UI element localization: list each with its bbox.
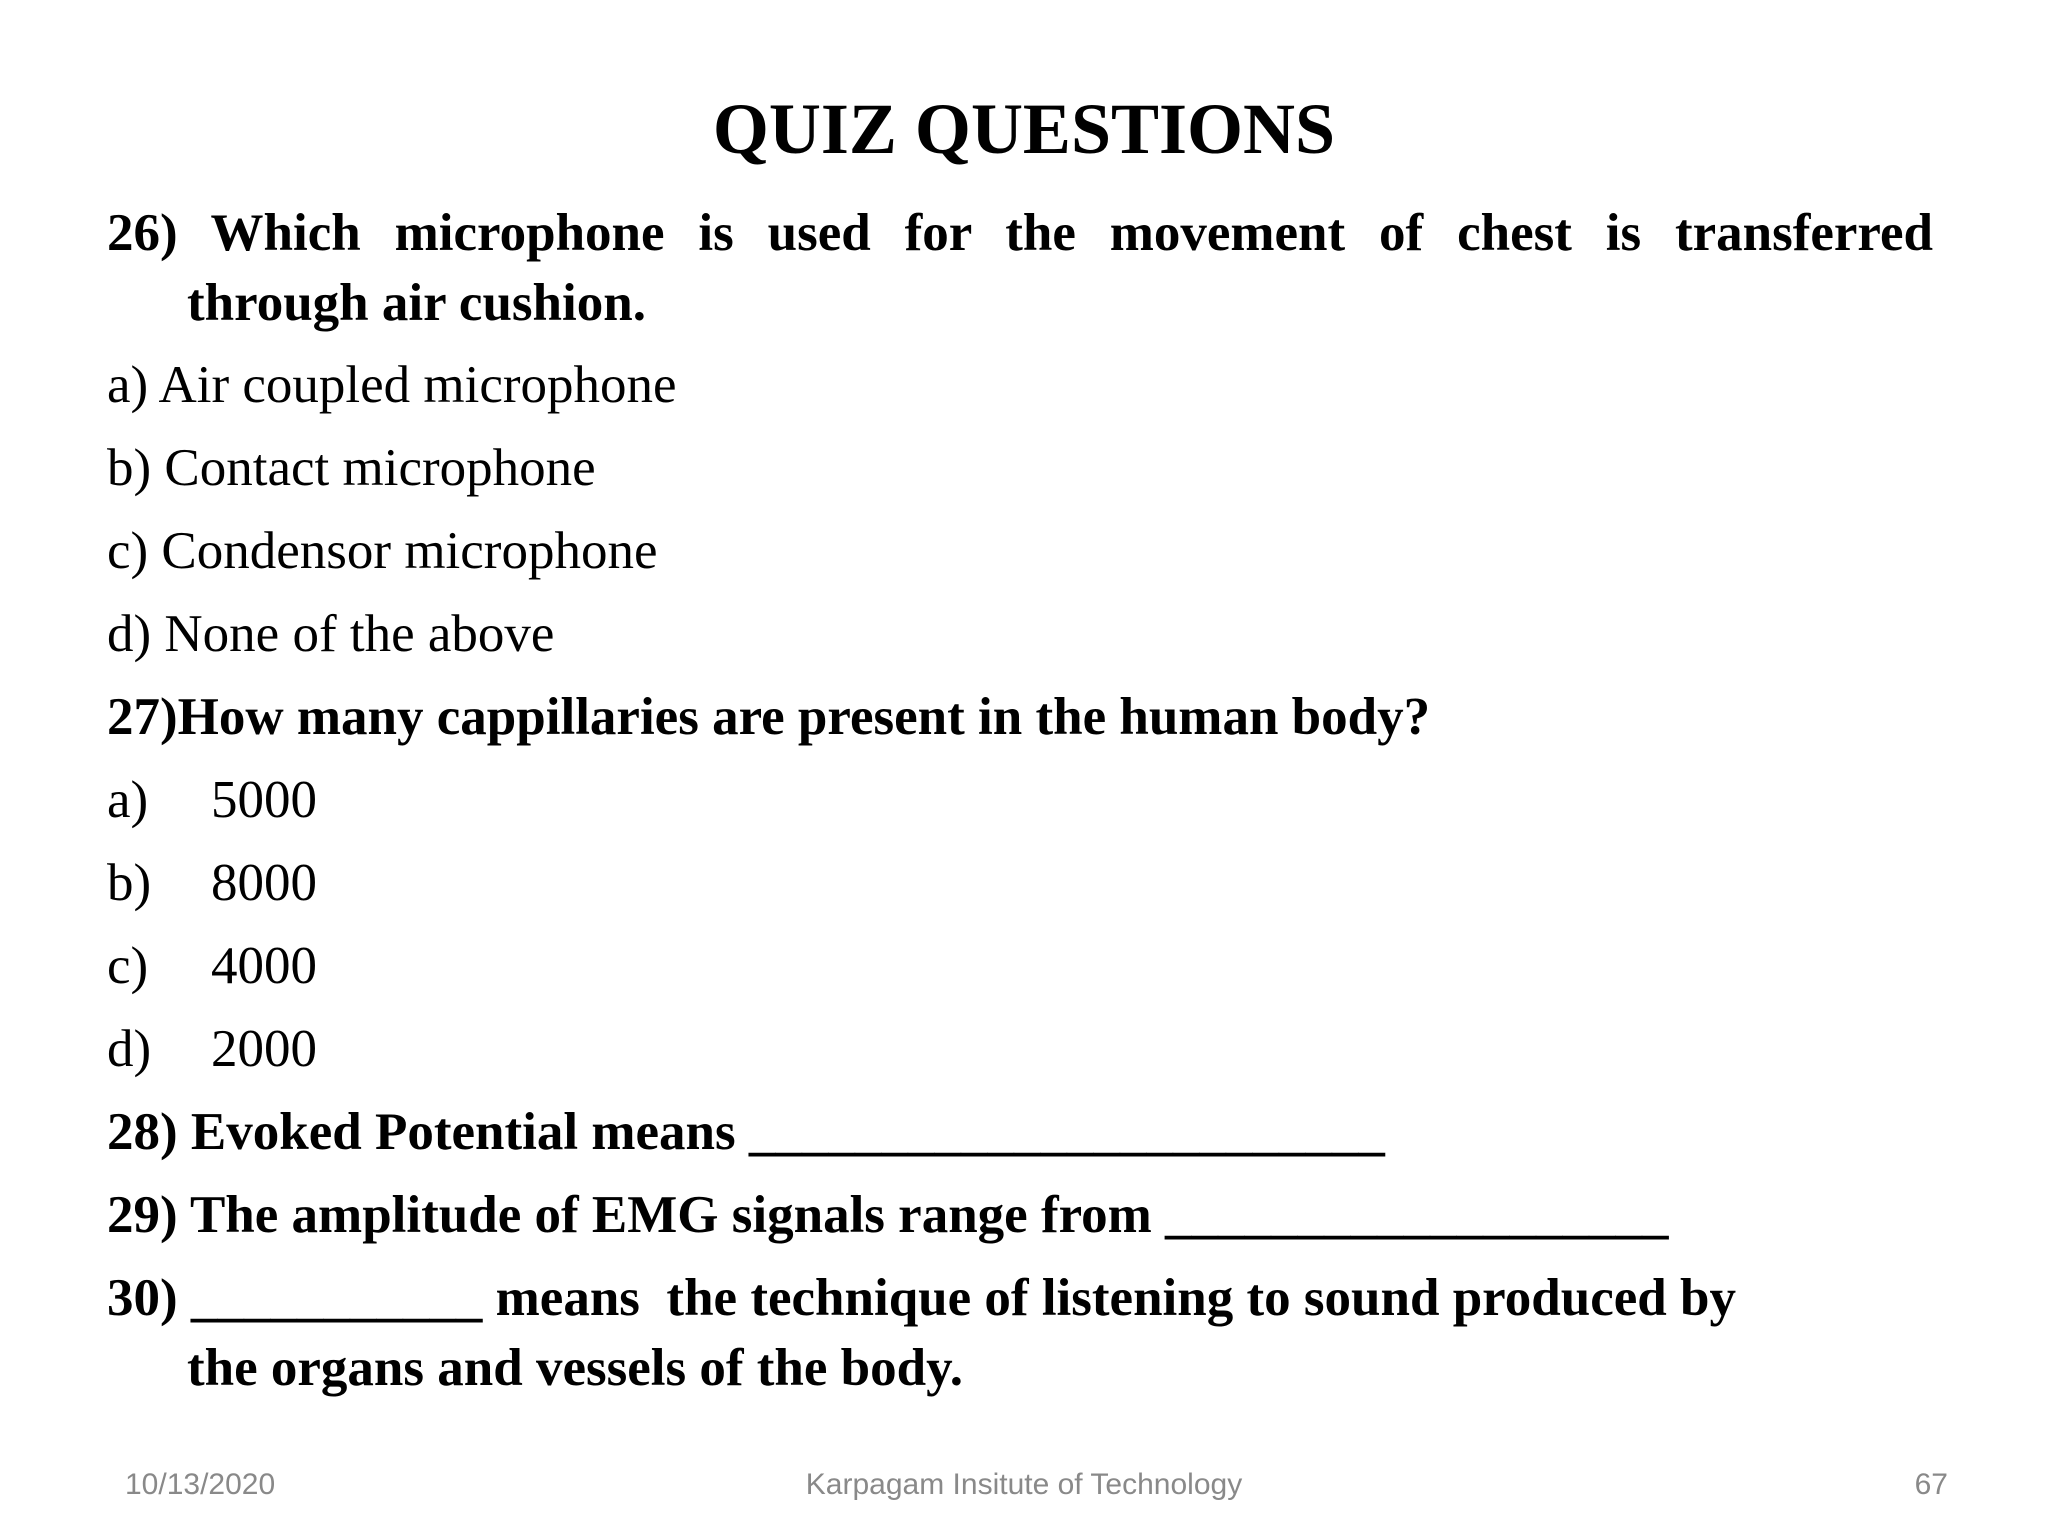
question-30-line-2: the organs and vessels of the body. bbox=[187, 1339, 963, 1397]
slide-title: QUIZ QUESTIONS bbox=[712, 89, 1336, 169]
slide-content bbox=[107, 198, 1933, 1403]
q27-option-b bbox=[107, 848, 1933, 931]
footer-organization: Karpagam Insitute of Technology bbox=[805, 1468, 1243, 1501]
question-26-line-2: through air cushion. bbox=[187, 274, 646, 332]
q27-option-a-value: 5000 bbox=[211, 771, 317, 829]
q27-option-c-value: 4000 bbox=[211, 937, 317, 995]
question-28: 28) Evoked Potential means ________________________ bbox=[107, 1103, 1385, 1161]
question-30-line-1: 30) ___________ means the technique of listening to sound produced by bbox=[107, 1269, 1736, 1327]
footer-page-number: 67 bbox=[1914, 1468, 1948, 1501]
q27-option-d-value: 2000 bbox=[211, 1020, 317, 1078]
question-27: 27)How many cappillaries are present in the human body? bbox=[107, 688, 1431, 746]
q27-option-b-label: b) bbox=[107, 854, 152, 912]
q27-option-d-label: d) bbox=[107, 1020, 152, 1078]
q27-option-b-value: 8000 bbox=[211, 854, 317, 912]
q27-option-a bbox=[107, 765, 1933, 848]
question-29: 29) The amplitude of EMG signals range from ___________________ bbox=[107, 1186, 1669, 1244]
question-30 bbox=[107, 1263, 1933, 1403]
question-26 bbox=[107, 198, 1933, 338]
q27-option-a-label: a) bbox=[107, 771, 149, 829]
question-26-line-1: 26) Which microphone is used for the movement of chest is transferred bbox=[107, 204, 1933, 262]
q26-option-a: a) Air coupled microphone bbox=[107, 356, 677, 414]
q26-option-b: b) Contact microphone bbox=[107, 439, 596, 497]
q26-option-c: c) Condensor microphone bbox=[107, 522, 658, 580]
q26-option-d: d) None of the above bbox=[107, 605, 555, 663]
q27-option-c-label: c) bbox=[107, 937, 149, 995]
q27-option-d bbox=[107, 1014, 1933, 1097]
q27-option-c bbox=[107, 931, 1933, 1014]
footer-date: 10/13/2020 bbox=[125, 1468, 276, 1501]
